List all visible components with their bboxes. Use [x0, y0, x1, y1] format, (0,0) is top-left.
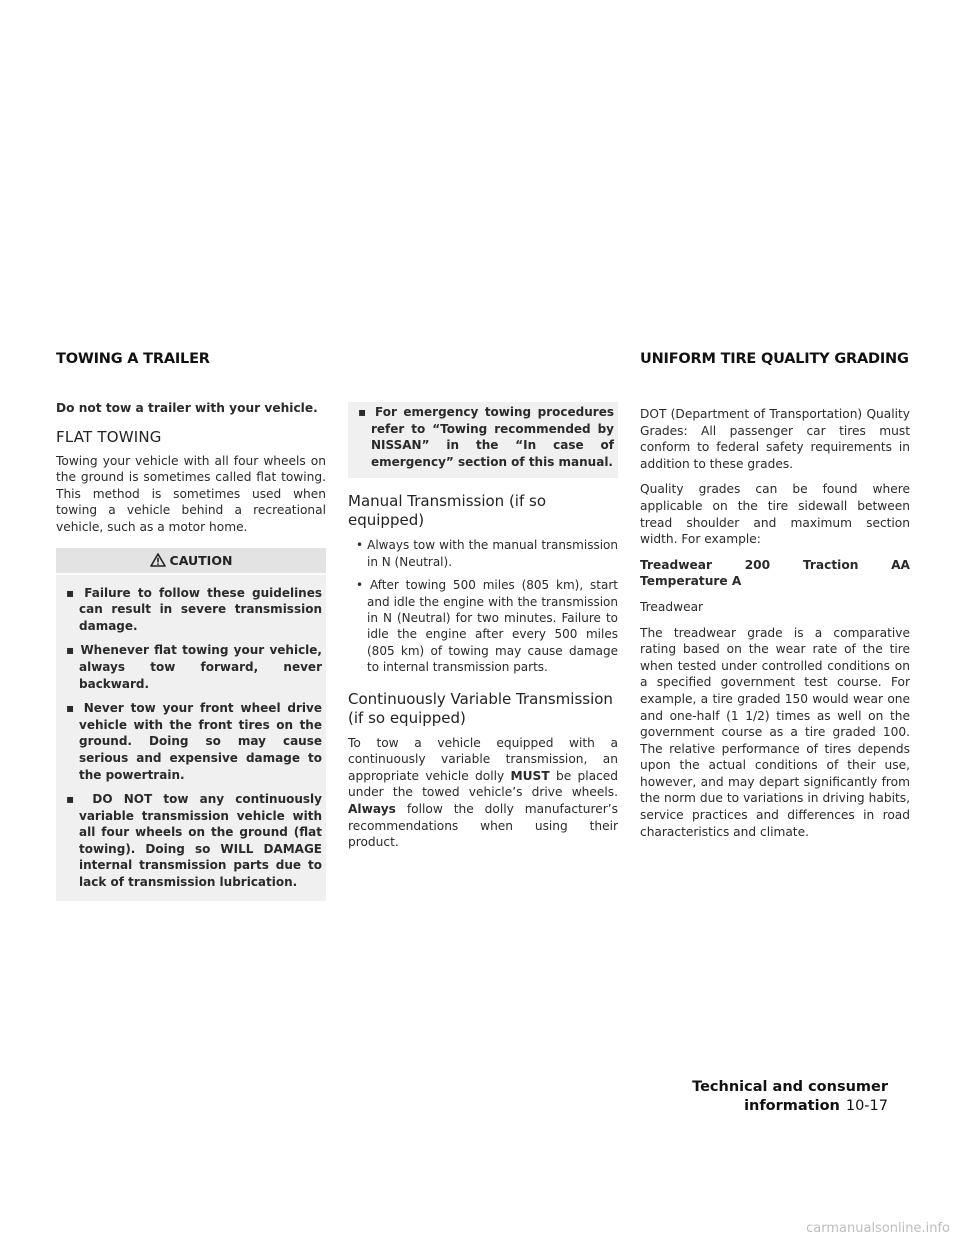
- cvt-paragraph: To tow a vehicle equipped with a continuously variable transmission, an appropriate vehicle dolly MUST be placed under the towed vehicle’s drive wheels. Always follow the dolly manufacturer’s recommendations when using their product.: [348, 735, 619, 850]
- page-footer: [578, 1076, 888, 1114]
- section-heading-towing-a-trailer: TOWING A TRAILER: [56, 351, 210, 367]
- caution-item: ▪ Whenever flat towing your vehicle, always tow forward, never backward.: [66, 643, 322, 691]
- chapter-title: Technical and consumer information: [692, 1079, 888, 1114]
- page-number: 10-17: [845, 1098, 888, 1114]
- caution-item: ▪ DO NOT tow any continuously variable transmission vehicle with all four wheels on the ground (flat towing). Doing so WILL DAMAGE internal transmission parts due to lack of transmission lubrication.: [66, 792, 322, 890]
- list-item: • Always tow with the manual transmission in N (Neutral).: [356, 538, 618, 569]
- emergency-caution-box: [348, 402, 618, 478]
- caution-header: [56, 548, 326, 573]
- dot-paragraph: DOT (Department of Transportation) Quality Grades: All passenger car tires must conform to federal safety requirements in addition to these grades.: [640, 407, 910, 471]
- column-middle: [348, 404, 618, 851]
- column-right: [640, 406, 910, 840]
- caution-label: CAUTION: [169, 552, 233, 568]
- cvt-heading: Continuously Variable Transmission (if so equipped): [348, 689, 613, 727]
- list-item: • After towing 500 miles (805 km), start and idle the engine with the transmission in N (Neutral) for two minutes. Failure to idle the engine after every 500 miles (805 km) of towing may cause damage to internal transmission parts.: [356, 578, 618, 675]
- warning-icon: [150, 553, 166, 567]
- caution-item: ▪ Failure to follow these guidelines can result in severe transmission damage.: [66, 585, 323, 633]
- manual-transmission-list: [348, 537, 618, 675]
- grade-example: Treadwear 200 Traction AA Temperature A: [640, 557, 910, 589]
- treadwear-paragraph: The treadwear grade is a comparative rating based on the wear rate of the tire when tested under controlled conditions on a specified government test course. For example, a tire graded 150 would wear one and one-half (1 1/2) times as well on the government course as a tire graded 100. The relative performance of tires depends upon the actual conditions of their use, however, and may depart significantly from the norm due to variations in driving habits, service practices and differences in road characteristics and climate.: [640, 625, 910, 839]
- flat-towing-paragraph: Towing your vehicle with all four wheels on the ground is sometimes called flat towing. This method is sometimes used when towing a vehicle behind a recreational vehicle, such as a motor home.: [56, 453, 326, 534]
- caution-box: [56, 575, 326, 901]
- caution-item: ▪ Never tow your front wheel drive vehicle with the front tires on the ground. Doing so may cause serious and expensive damage to the powertrain.: [66, 701, 323, 782]
- treadwear-heading: Treadwear: [640, 599, 704, 614]
- quality-grades-paragraph: Quality grades can be found where applicable on the tire sidewall between tread shoulder and maximum section width. For example:: [640, 482, 910, 547]
- section-heading-uniform-tire-quality-grading: UNIFORM TIRE QUALITY GRADING: [640, 351, 909, 367]
- no-trailer-warning: Do not tow a trailer with your vehicle.: [56, 401, 318, 415]
- column-left: [56, 400, 326, 901]
- watermark: carmanualsonline.info: [806, 1221, 950, 1236]
- manual-transmission-heading: Manual Transmission (if so equipped): [348, 492, 547, 530]
- emergency-item: ▪ For emergency towing procedures refer to “Towing recommended by NISSAN” in the “In case of emergency” section of this manual.: [358, 405, 614, 469]
- flat-towing-heading: FLAT TOWING: [56, 427, 162, 446]
